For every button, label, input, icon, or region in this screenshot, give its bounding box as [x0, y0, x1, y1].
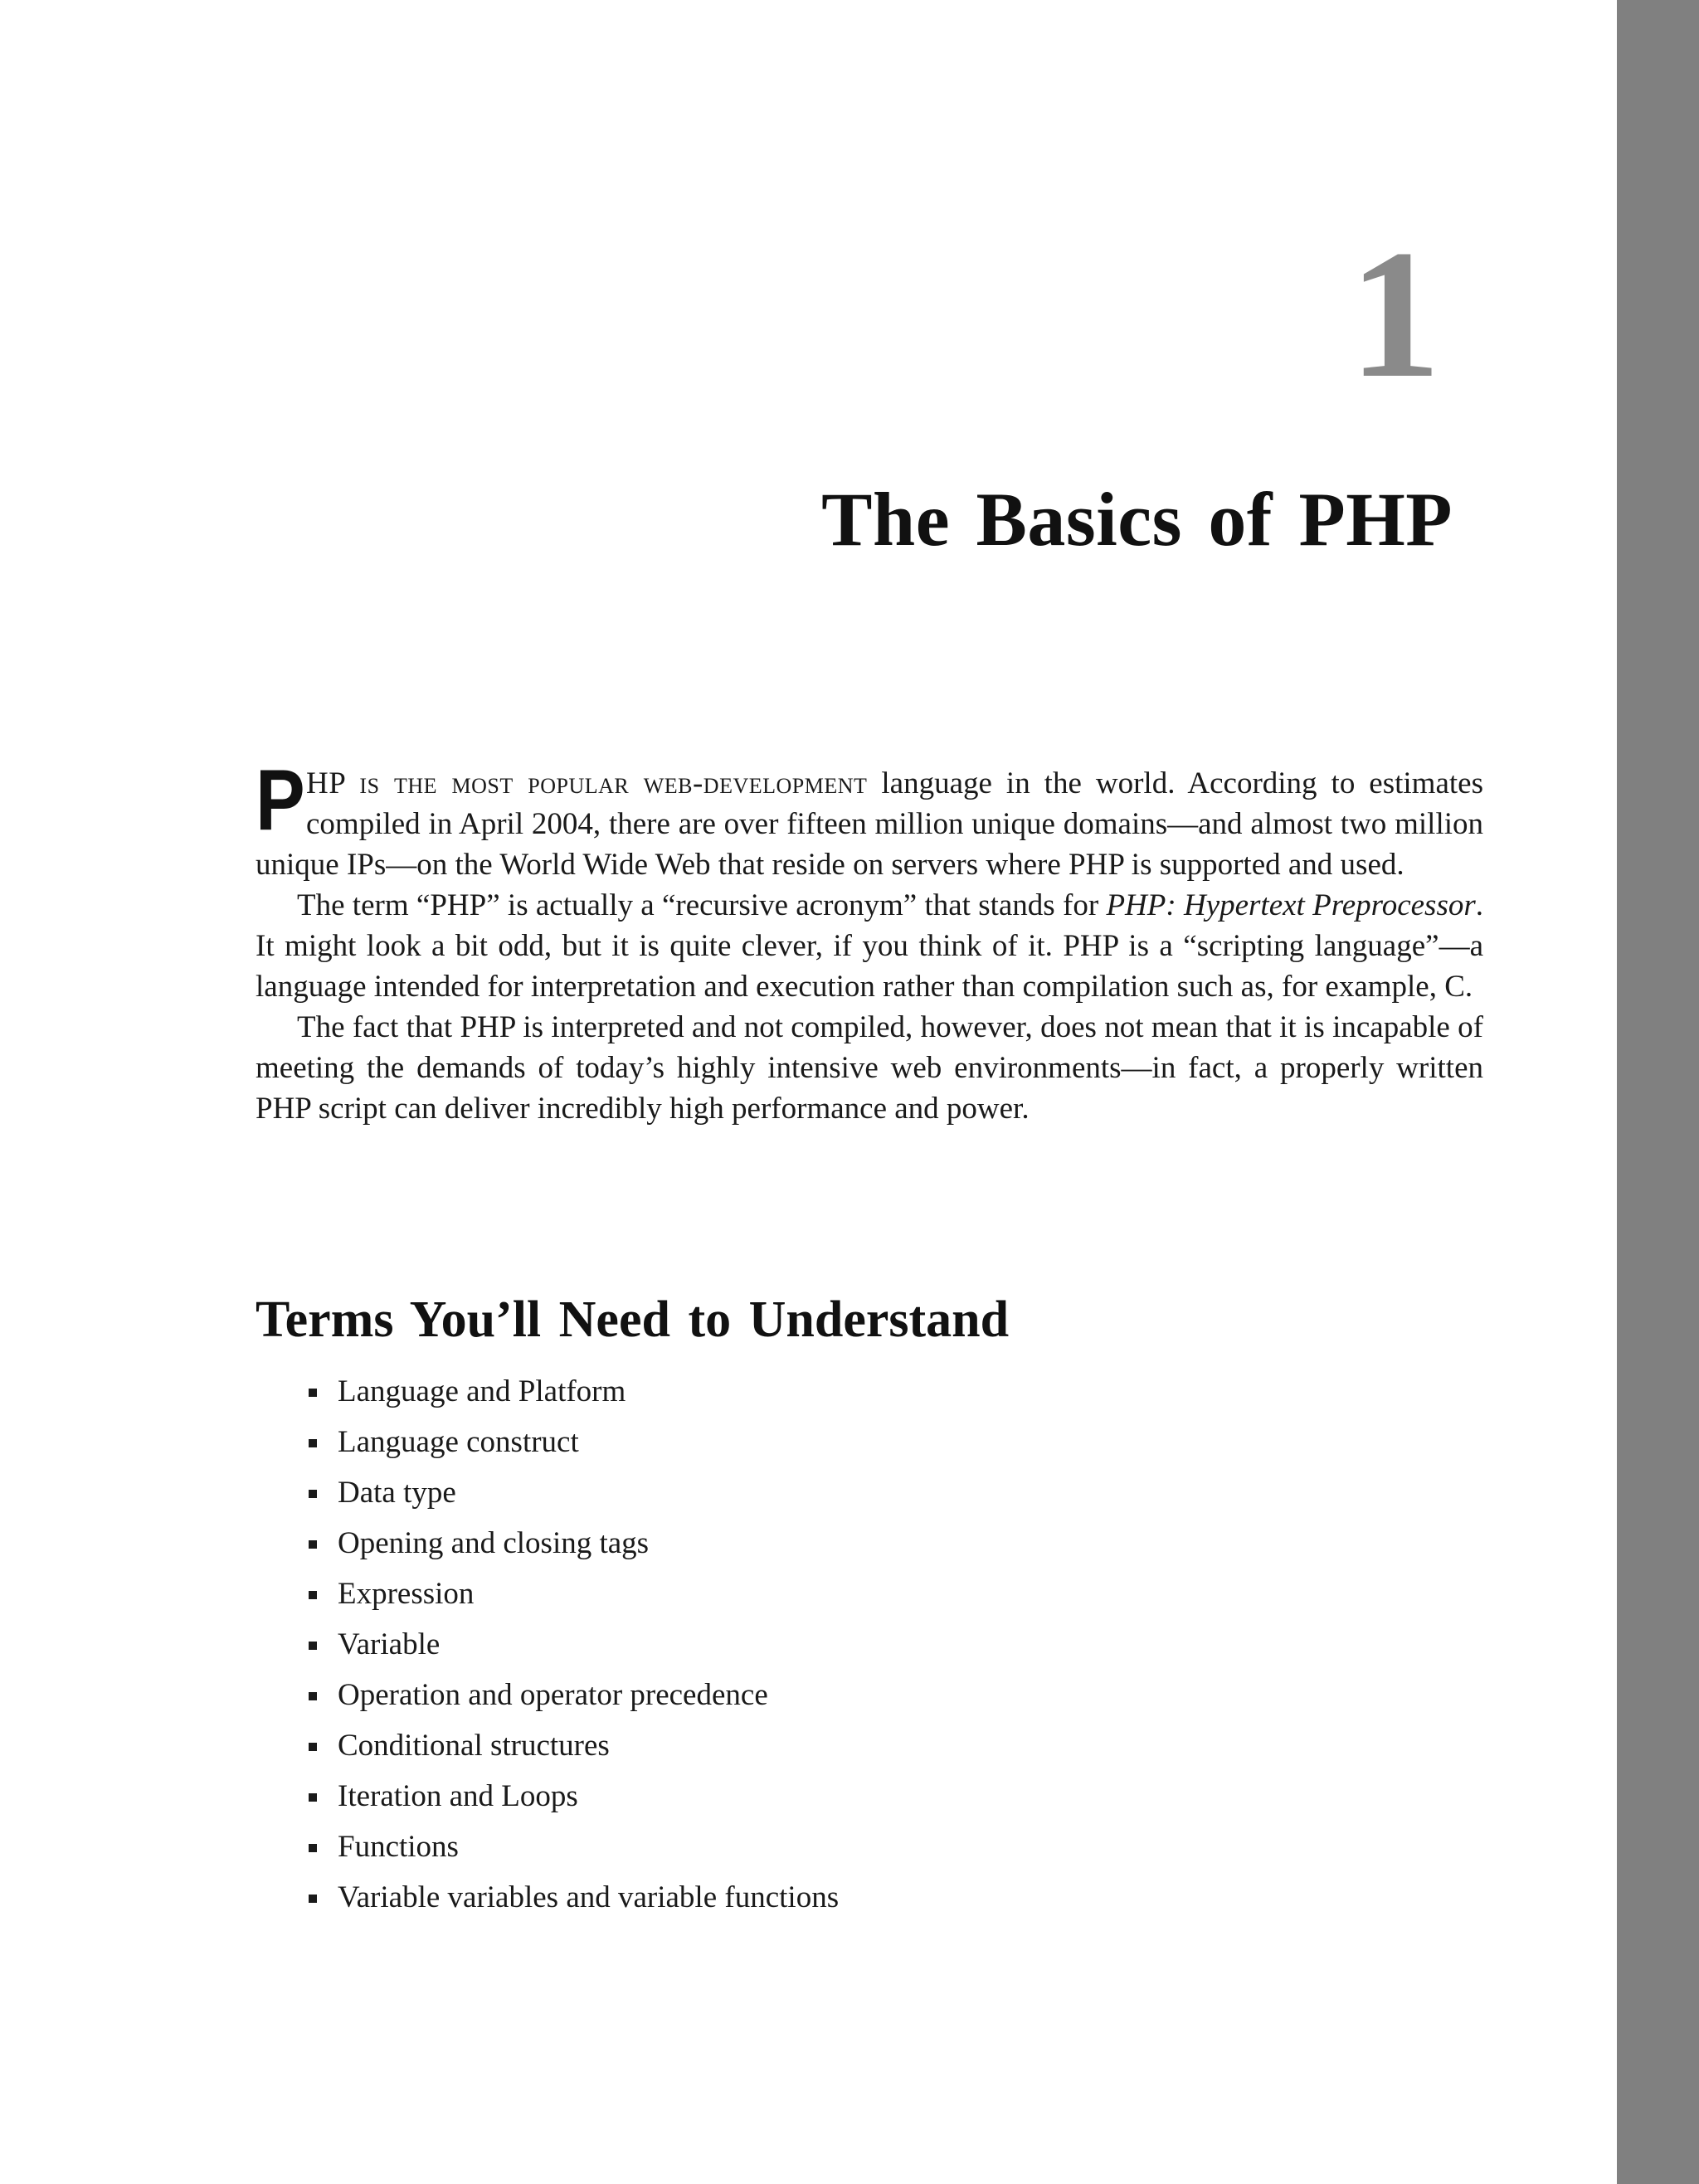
bullet-icon — [309, 1591, 317, 1599]
terms-list — [305, 1373, 839, 1929]
term-label: Variable — [338, 1627, 441, 1661]
bullet-icon — [309, 1540, 317, 1549]
php-expansion: PHP: Hypertext Preprocessor — [1106, 888, 1476, 922]
bullet-icon — [309, 1389, 317, 1397]
term-label: Data type — [338, 1476, 456, 1510]
term-label: Language construct — [338, 1425, 579, 1459]
term-label: Opening and closing tags — [338, 1526, 650, 1560]
list-item — [305, 1828, 839, 1879]
list-item — [305, 1423, 839, 1474]
intro-text — [256, 752, 1483, 1129]
chapter-thumb-tab — [1617, 0, 1699, 2184]
intro-paragraph-2-before: The term “PHP” is actually a “recursive acronym” that stands for — [297, 888, 1107, 922]
bullet-icon — [309, 1439, 317, 1447]
bullet-icon — [309, 1743, 317, 1751]
term-label: Functions — [338, 1830, 459, 1864]
bullet-icon — [309, 1793, 317, 1802]
list-item — [305, 1778, 839, 1828]
bullet-icon — [309, 1490, 317, 1498]
list-item — [305, 1373, 839, 1423]
list-item — [305, 1626, 839, 1676]
intro-paragraph-1 — [256, 752, 1483, 885]
small-caps-lead: HP is the most popular web-development — [306, 766, 868, 800]
bullet-icon — [309, 1692, 317, 1700]
list-item — [305, 1727, 839, 1778]
list-item — [305, 1474, 839, 1525]
term-label: Language and Platform — [338, 1374, 626, 1408]
term-label: Operation and operator precedence — [338, 1678, 768, 1712]
intro-paragraph-1-text: language in the world. According to estimates compiled in April 2004, there are over fifteen million unique domains—and almost two million unique IPs—on the World Wide Web that reside on servers where PHP is supported and used. — [256, 766, 1483, 882]
term-label: Expression — [338, 1577, 475, 1611]
drop-cap: P — [256, 752, 305, 849]
bullet-icon — [309, 1895, 317, 1903]
list-item — [305, 1575, 839, 1626]
intro-paragraph-2 — [256, 885, 1483, 1007]
intro-paragraph-3: The fact that PHP is interpreted and not compiled, however, does not mean that it is incapable of meeting the demands of today’s highly intensive web environments—in fact, a properly written PHP script can deliver incredibly high performance and power. — [256, 1010, 1483, 1126]
terms-heading: Terms You’ll Need to Understand — [256, 1291, 1010, 1348]
chapter-title: The Basics of PHP — [821, 477, 1453, 562]
term-label: Variable variables and variable functions — [338, 1880, 840, 1914]
intro-paragraph-2-after: . It might look a bit odd, but it is quite clever, if you think of it. PHP is a “scripting language”—a language intended for interpretation and execution rather than compilation such as, for example, C. — [256, 888, 1483, 1004]
term-label: Iteration and Loops — [338, 1779, 578, 1813]
list-item — [305, 1525, 839, 1575]
bullet-icon — [309, 1642, 317, 1650]
list-item — [305, 1676, 839, 1727]
bullet-icon — [309, 1844, 317, 1852]
list-item — [305, 1879, 839, 1929]
chapter-number: 1 — [1349, 212, 1441, 416]
term-label: Conditional structures — [338, 1729, 610, 1763]
